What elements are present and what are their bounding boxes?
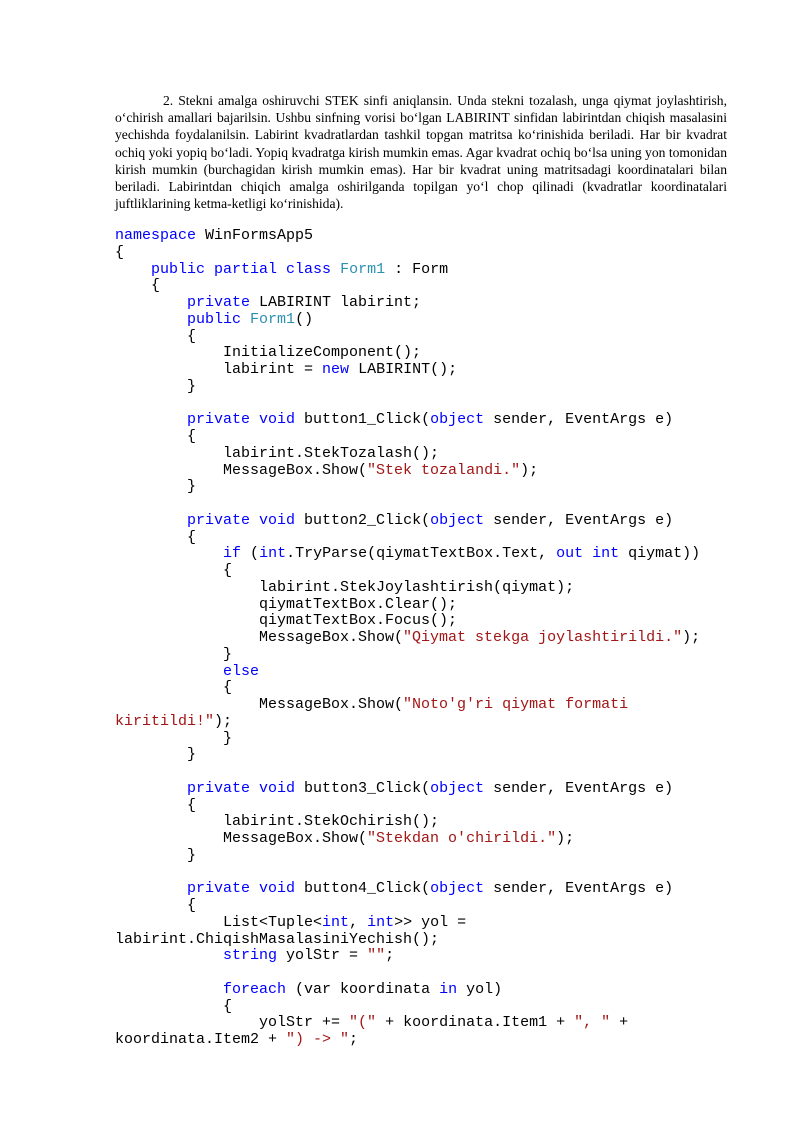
code-text: qiymatTextBox.Clear(); xyxy=(115,595,458,613)
code-text: } xyxy=(115,645,233,663)
code-line xyxy=(115,714,755,731)
code-keyword: new xyxy=(322,361,350,378)
code-text xyxy=(115,311,187,328)
code-keyword: public partial class xyxy=(151,260,332,278)
code-text: sender, EventArgs e) xyxy=(484,411,674,429)
code-text: } xyxy=(115,377,197,395)
code-text xyxy=(115,663,223,680)
code-text: } xyxy=(115,729,233,747)
code-text xyxy=(115,512,187,529)
code-line xyxy=(115,848,755,865)
code-text: { xyxy=(115,897,197,914)
code-text: { xyxy=(115,327,197,345)
code-line xyxy=(115,345,755,362)
code-line xyxy=(115,530,755,547)
code-line xyxy=(115,647,755,664)
code-text: button2_Click( xyxy=(295,511,431,529)
code-text xyxy=(115,261,151,278)
code-line xyxy=(115,932,755,949)
code-line xyxy=(115,948,755,965)
code-line xyxy=(115,429,755,446)
code-line xyxy=(115,379,755,396)
code-text: koordinata.Item2 + xyxy=(115,1031,287,1048)
code-text xyxy=(115,981,223,998)
code-line xyxy=(115,613,755,630)
code-line xyxy=(115,463,755,480)
code-text: .TryParse(qiymatTextBox.Text, xyxy=(286,545,557,563)
code-text: { xyxy=(115,796,197,814)
code-text: { xyxy=(115,528,197,546)
code-line xyxy=(115,965,755,982)
code-line xyxy=(115,563,755,580)
code-text: yol) xyxy=(457,980,503,998)
code-keyword: private void xyxy=(187,779,296,797)
code-text: ); xyxy=(520,461,539,479)
code-keyword: private xyxy=(187,294,251,311)
code-text: { xyxy=(115,997,233,1015)
code-line xyxy=(115,731,755,748)
code-string: "Stekdan o'chirildi." xyxy=(367,830,557,847)
code-text: labirint.ChiqishMasalasiniYechish(); xyxy=(115,930,440,948)
code-line xyxy=(115,865,755,882)
code-string: "(" xyxy=(349,1014,377,1032)
code-line xyxy=(115,999,755,1016)
code-text: yolStr += xyxy=(115,1014,350,1032)
code-keyword: private void xyxy=(187,880,296,898)
code-string: ", " xyxy=(574,1014,611,1032)
code-text: labirint.StekTozalash(); xyxy=(115,444,440,462)
code-line xyxy=(115,898,755,915)
code-line xyxy=(115,312,755,329)
code-line xyxy=(115,396,755,413)
code-text: MessageBox.Show( xyxy=(115,629,404,646)
code-string: kiritildi!" xyxy=(115,712,215,730)
code-text: LABIRINT labirint; xyxy=(250,294,422,311)
code-text: : Form xyxy=(385,260,449,278)
code-text: } xyxy=(115,478,197,496)
code-line xyxy=(115,814,755,831)
code-text: WinFormsApp5 xyxy=(196,227,314,244)
code-text: , xyxy=(349,913,368,931)
code-keyword: object xyxy=(430,779,485,797)
code-text: ; xyxy=(385,947,395,965)
code-text: labirint = xyxy=(115,361,323,378)
code-text: { xyxy=(115,562,233,579)
code-text: { xyxy=(115,277,161,295)
code-text: button1_Click( xyxy=(295,411,431,429)
code-line xyxy=(115,1015,755,1032)
code-keyword: string xyxy=(223,947,278,965)
code-text xyxy=(115,780,187,797)
code-line xyxy=(115,982,755,999)
code-text: sender, EventArgs e) xyxy=(484,511,674,529)
code-line xyxy=(115,446,755,463)
code-text: MessageBox.Show( xyxy=(115,696,404,713)
code-line xyxy=(115,580,755,597)
code-keyword: out int xyxy=(556,545,620,563)
code-text: MessageBox.Show( xyxy=(115,830,368,847)
code-line xyxy=(115,245,755,262)
code-keyword: private void xyxy=(187,511,296,529)
code-line xyxy=(115,546,755,563)
code-text: ; xyxy=(349,1031,359,1048)
code-text: yolStr = xyxy=(277,947,368,965)
code-text: InitializeComponent(); xyxy=(115,344,422,362)
code-string: "" xyxy=(367,947,386,965)
code-text: { xyxy=(115,243,125,261)
code-text: LABIRINT(); xyxy=(349,361,458,378)
code-keyword: public xyxy=(187,310,242,328)
code-line xyxy=(115,764,755,781)
code-text: (var koordinata xyxy=(286,980,440,998)
code-line xyxy=(115,329,755,346)
code-line xyxy=(115,295,755,312)
code-line xyxy=(115,630,755,647)
code-keyword: object xyxy=(430,511,485,529)
code-text: ); xyxy=(214,712,233,730)
code-text: sender, EventArgs e) xyxy=(484,880,674,898)
code-string: ") -> " xyxy=(286,1031,350,1048)
code-text: } xyxy=(115,746,197,764)
code-text: { xyxy=(115,679,233,697)
code-keyword: object xyxy=(430,880,485,898)
code-line xyxy=(115,496,755,513)
code-line xyxy=(115,597,755,614)
code-text: ); xyxy=(556,830,575,847)
code-type: Form1 xyxy=(250,310,296,328)
code-text: button4_Click( xyxy=(295,880,431,898)
code-line xyxy=(115,881,755,898)
code-line xyxy=(115,278,755,295)
code-line xyxy=(115,664,755,681)
code-text: sender, EventArgs e) xyxy=(484,779,674,797)
code-text: + koordinata.Item1 + xyxy=(376,1014,575,1032)
code-line xyxy=(115,915,755,932)
code-text: ( xyxy=(241,545,260,563)
code-text: () xyxy=(295,310,314,328)
code-text xyxy=(331,261,340,278)
code-type: Form1 xyxy=(340,260,386,278)
code-text xyxy=(115,545,223,562)
code-text: List<Tuple< xyxy=(115,913,323,931)
code-keyword: int xyxy=(367,913,395,931)
code-keyword: foreach xyxy=(223,980,287,998)
code-line xyxy=(115,798,755,815)
code-text: button3_Click( xyxy=(295,779,431,797)
code-string: "Noto'g'ri qiymat formati xyxy=(403,696,629,713)
code-keyword: in xyxy=(439,980,458,998)
code-text xyxy=(115,294,187,311)
code-keyword: else xyxy=(223,662,260,680)
code-line xyxy=(115,747,755,764)
code-string: "Stek tozalandi." xyxy=(367,461,521,479)
code-keyword: namespace xyxy=(115,227,197,244)
code-line xyxy=(115,697,755,714)
code-listing xyxy=(115,228,755,1049)
code-text: MessageBox.Show( xyxy=(115,461,368,479)
code-text: labirint.StekOchirish(); xyxy=(115,813,440,831)
code-keyword: int xyxy=(322,913,350,931)
code-text: + xyxy=(610,1014,629,1032)
code-line xyxy=(115,479,755,496)
code-text: } xyxy=(115,846,197,864)
task-description: 2. Stekni amalga oshiruvchi STEK sinfi aniqlansin. Unda stekni tozalash, unga qiymat joylashtirish, o‘chirish amallari bajarilsin. Ushbu sinfning vorisi bo‘lgan LABIRINT sinfidan labirintdan chiqish masalasini yechishda foydalanilsin. Labirint kvadratlardan tashkil topgan matritsa ko‘rinishida beriladi. Har bir kvadrat ochiq yoki yopiq bo‘ladi. Yopiq kvadratga kirish mumkin emas. Agar kvadrat ochiq bo‘lsa uning yon tomonidan kirish mumkin (burchagidan kirish mumkin emas). Har bir kvadrat uning matritsadagi koordinatalari bilan beriladi. Labirintdan chiqich amalga oshirilganda topilgan yo‘l chop qilinadi (kvadratlar koordinatalari juftliklarining ketma-ketligi ko‘rinishida). xyxy=(115,93,727,212)
code-line xyxy=(115,1032,755,1049)
code-line xyxy=(115,412,755,429)
code-text: qiymatTextBox.Focus(); xyxy=(115,612,458,630)
code-line xyxy=(115,831,755,848)
code-text: >> yol = xyxy=(394,913,467,931)
code-line xyxy=(115,781,755,798)
code-string: "Qiymat stekga joylashtirildi." xyxy=(403,629,683,646)
code-text: { xyxy=(115,428,197,445)
code-line xyxy=(115,680,755,697)
code-keyword: private void xyxy=(187,411,296,429)
code-text: labirint.StekJoylashtirish(qiymat); xyxy=(115,578,575,596)
code-text xyxy=(115,880,187,897)
code-line xyxy=(115,228,755,245)
code-line xyxy=(115,262,755,279)
code-text xyxy=(241,311,250,328)
code-line xyxy=(115,362,755,379)
code-text xyxy=(115,947,223,964)
code-text xyxy=(115,411,187,428)
code-text: qiymat)) xyxy=(619,545,701,563)
code-text: ); xyxy=(682,629,701,646)
code-line xyxy=(115,513,755,530)
code-keyword: int xyxy=(259,545,287,563)
code-keyword: if xyxy=(223,545,242,563)
code-keyword: object xyxy=(430,411,485,429)
